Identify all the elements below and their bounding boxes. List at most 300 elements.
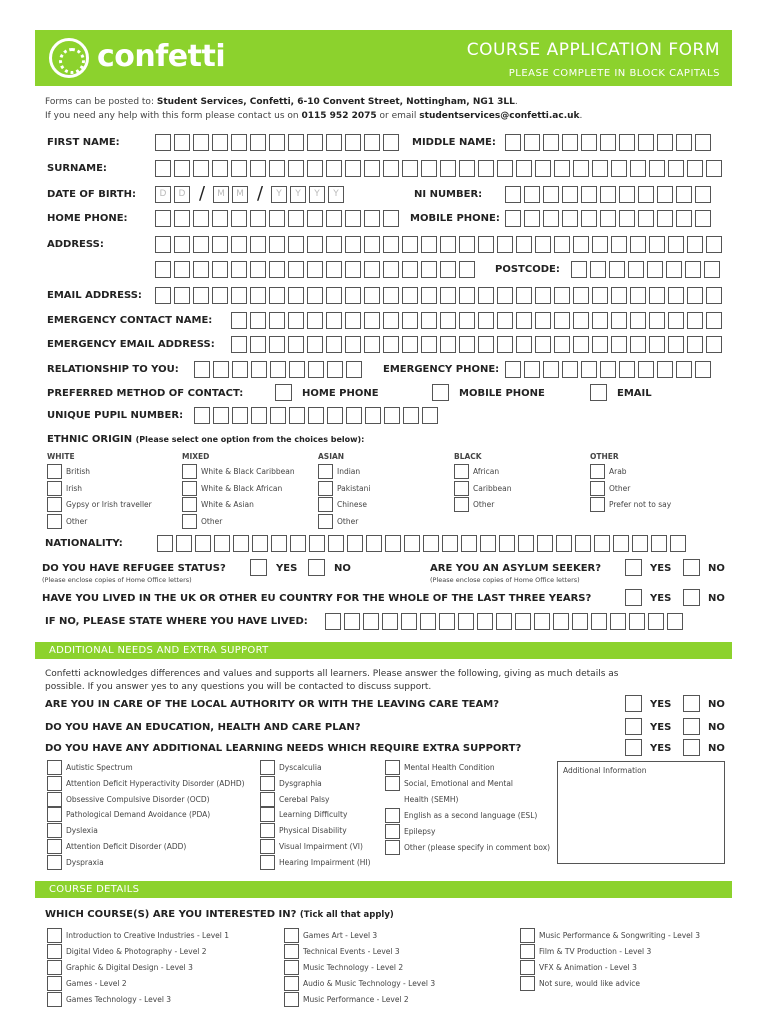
- char-box[interactable]: [288, 261, 304, 278]
- ethnic-option-checkbox[interactable]: [590, 464, 605, 479]
- contact-mobile-checkbox[interactable]: [432, 384, 449, 401]
- char-box[interactable]: [383, 236, 399, 253]
- char-box[interactable]: [666, 261, 682, 278]
- emergency-email-field[interactable]: [231, 336, 722, 353]
- char-box[interactable]: [251, 407, 267, 424]
- char-box[interactable]: [307, 287, 323, 304]
- char-box[interactable]: [706, 336, 722, 353]
- dob-month-box[interactable]: M: [232, 186, 248, 203]
- char-box[interactable]: [687, 287, 703, 304]
- char-box[interactable]: [385, 535, 401, 552]
- char-box[interactable]: [706, 312, 722, 329]
- char-box[interactable]: [553, 613, 569, 630]
- char-box[interactable]: [543, 134, 559, 151]
- char-box[interactable]: [325, 613, 341, 630]
- char-box[interactable]: [194, 361, 210, 378]
- char-box[interactable]: [651, 535, 667, 552]
- char-box[interactable]: [174, 160, 190, 177]
- char-box[interactable]: [516, 287, 532, 304]
- char-box[interactable]: [668, 287, 684, 304]
- char-box[interactable]: [554, 336, 570, 353]
- ethnic-option-checkbox[interactable]: [454, 481, 469, 496]
- char-box[interactable]: [556, 535, 572, 552]
- char-box[interactable]: [155, 261, 171, 278]
- char-box[interactable]: [213, 361, 229, 378]
- char-box[interactable]: [231, 134, 247, 151]
- char-box[interactable]: [251, 361, 267, 378]
- ethnic-option-checkbox[interactable]: [182, 481, 197, 496]
- char-box[interactable]: [421, 236, 437, 253]
- char-box[interactable]: [269, 261, 285, 278]
- need-option-checkbox[interactable]: [47, 823, 62, 838]
- need-option-checkbox[interactable]: [260, 823, 275, 838]
- mobile-phone-field[interactable]: [505, 210, 711, 227]
- char-box[interactable]: [478, 336, 494, 353]
- char-box[interactable]: [231, 261, 247, 278]
- char-box[interactable]: [706, 236, 722, 253]
- asylum-yes-checkbox[interactable]: [625, 559, 642, 576]
- char-box[interactable]: [402, 261, 418, 278]
- char-box[interactable]: [535, 336, 551, 353]
- char-box[interactable]: [421, 312, 437, 329]
- course-option-checkbox[interactable]: [284, 992, 299, 1007]
- char-box[interactable]: [250, 312, 266, 329]
- char-box[interactable]: [307, 336, 323, 353]
- char-box[interactable]: [383, 287, 399, 304]
- char-box[interactable]: [649, 287, 665, 304]
- char-box[interactable]: [687, 160, 703, 177]
- char-box[interactable]: [289, 407, 305, 424]
- ethnic-option-checkbox[interactable]: [47, 481, 62, 496]
- care-no-checkbox[interactable]: [683, 695, 700, 712]
- char-box[interactable]: [480, 535, 496, 552]
- char-box[interactable]: [383, 160, 399, 177]
- char-box[interactable]: [638, 134, 654, 151]
- char-box[interactable]: [250, 261, 266, 278]
- char-box[interactable]: [571, 261, 587, 278]
- char-box[interactable]: [231, 210, 247, 227]
- char-box[interactable]: [366, 535, 382, 552]
- char-box[interactable]: [516, 160, 532, 177]
- char-box[interactable]: [478, 312, 494, 329]
- char-box[interactable]: [364, 312, 380, 329]
- char-box[interactable]: [543, 210, 559, 227]
- char-box[interactable]: [619, 186, 635, 203]
- char-box[interactable]: [289, 361, 305, 378]
- need-option-checkbox[interactable]: [260, 776, 275, 791]
- char-box[interactable]: [326, 134, 342, 151]
- char-box[interactable]: [308, 407, 324, 424]
- lived-uk-no-checkbox[interactable]: [683, 589, 700, 606]
- char-box[interactable]: [231, 287, 247, 304]
- care-yes-checkbox[interactable]: [625, 695, 642, 712]
- course-option-checkbox[interactable]: [520, 944, 535, 959]
- char-box[interactable]: [345, 134, 361, 151]
- char-box[interactable]: [632, 535, 648, 552]
- asylum-no-checkbox[interactable]: [683, 559, 700, 576]
- char-box[interactable]: [581, 134, 597, 151]
- char-box[interactable]: [250, 236, 266, 253]
- address-line-1-field[interactable]: [155, 236, 722, 253]
- char-box[interactable]: [648, 613, 664, 630]
- char-box[interactable]: [250, 210, 266, 227]
- char-box[interactable]: [421, 160, 437, 177]
- char-box[interactable]: [214, 535, 230, 552]
- char-box[interactable]: [613, 535, 629, 552]
- char-box[interactable]: [383, 261, 399, 278]
- char-box[interactable]: [364, 287, 380, 304]
- char-box[interactable]: [459, 336, 475, 353]
- char-box[interactable]: [592, 312, 608, 329]
- char-box[interactable]: [619, 361, 635, 378]
- char-box[interactable]: [250, 160, 266, 177]
- char-box[interactable]: [193, 236, 209, 253]
- char-box[interactable]: [345, 287, 361, 304]
- char-box[interactable]: [212, 210, 228, 227]
- char-box[interactable]: [309, 535, 325, 552]
- char-box[interactable]: [668, 312, 684, 329]
- dob-day-box[interactable]: D: [155, 186, 171, 203]
- need-option-checkbox[interactable]: [260, 839, 275, 854]
- char-box[interactable]: [554, 287, 570, 304]
- char-box[interactable]: [269, 210, 285, 227]
- char-box[interactable]: [629, 613, 645, 630]
- char-box[interactable]: [155, 160, 171, 177]
- ethnic-option-checkbox[interactable]: [318, 481, 333, 496]
- char-box[interactable]: [649, 312, 665, 329]
- char-box[interactable]: [364, 336, 380, 353]
- char-box[interactable]: [459, 312, 475, 329]
- char-box[interactable]: [174, 236, 190, 253]
- char-box[interactable]: [600, 361, 616, 378]
- char-box[interactable]: [611, 312, 627, 329]
- char-box[interactable]: [345, 261, 361, 278]
- char-box[interactable]: [194, 407, 210, 424]
- char-box[interactable]: [537, 535, 553, 552]
- char-box[interactable]: [383, 134, 399, 151]
- need-option-checkbox[interactable]: [385, 840, 400, 855]
- char-box[interactable]: [345, 312, 361, 329]
- char-box[interactable]: [497, 160, 513, 177]
- char-box[interactable]: [685, 261, 701, 278]
- email-field[interactable]: [155, 287, 722, 304]
- ethnic-option-checkbox[interactable]: [47, 464, 62, 479]
- char-box[interactable]: [193, 210, 209, 227]
- char-box[interactable]: [706, 160, 722, 177]
- char-box[interactable]: [687, 312, 703, 329]
- char-box[interactable]: [581, 186, 597, 203]
- char-box[interactable]: [687, 336, 703, 353]
- char-box[interactable]: [364, 210, 380, 227]
- char-box[interactable]: [594, 535, 610, 552]
- ethnic-option-checkbox[interactable]: [318, 497, 333, 512]
- postcode-field[interactable]: [571, 261, 720, 278]
- emergency-contact-field[interactable]: [231, 312, 722, 329]
- need-option-checkbox[interactable]: [47, 839, 62, 854]
- char-box[interactable]: [695, 186, 711, 203]
- char-box[interactable]: [155, 236, 171, 253]
- char-box[interactable]: [345, 210, 361, 227]
- char-box[interactable]: [157, 535, 173, 552]
- char-box[interactable]: [404, 535, 420, 552]
- char-box[interactable]: [647, 261, 663, 278]
- char-box[interactable]: [212, 134, 228, 151]
- char-box[interactable]: [402, 312, 418, 329]
- need-option-checkbox[interactable]: [47, 792, 62, 807]
- char-box[interactable]: [496, 613, 512, 630]
- ethnic-option-checkbox[interactable]: [182, 514, 197, 529]
- char-box[interactable]: [657, 186, 673, 203]
- char-box[interactable]: [231, 160, 247, 177]
- char-box[interactable]: [442, 535, 458, 552]
- course-option-checkbox[interactable]: [284, 960, 299, 975]
- char-box[interactable]: [590, 261, 606, 278]
- char-box[interactable]: [600, 186, 616, 203]
- char-box[interactable]: [459, 261, 475, 278]
- char-box[interactable]: [610, 613, 626, 630]
- char-box[interactable]: [524, 361, 540, 378]
- char-box[interactable]: [630, 336, 646, 353]
- char-box[interactable]: [212, 160, 228, 177]
- char-box[interactable]: [193, 287, 209, 304]
- char-box[interactable]: [611, 236, 627, 253]
- char-box[interactable]: [609, 261, 625, 278]
- char-box[interactable]: [270, 407, 286, 424]
- char-box[interactable]: [402, 236, 418, 253]
- dob-year-box[interactable]: Y: [309, 186, 325, 203]
- char-box[interactable]: [497, 287, 513, 304]
- char-box[interactable]: [676, 210, 692, 227]
- char-box[interactable]: [270, 361, 286, 378]
- char-box[interactable]: [420, 613, 436, 630]
- char-box[interactable]: [573, 336, 589, 353]
- char-box[interactable]: [592, 287, 608, 304]
- char-box[interactable]: [477, 613, 493, 630]
- char-box[interactable]: [269, 287, 285, 304]
- char-box[interactable]: [250, 336, 266, 353]
- char-box[interactable]: [308, 361, 324, 378]
- ethnic-option-checkbox[interactable]: [454, 497, 469, 512]
- char-box[interactable]: [363, 613, 379, 630]
- need-option-checkbox[interactable]: [47, 855, 62, 870]
- need-option-checkbox[interactable]: [260, 760, 275, 775]
- char-box[interactable]: [288, 210, 304, 227]
- char-box[interactable]: [231, 312, 247, 329]
- char-box[interactable]: [307, 134, 323, 151]
- char-box[interactable]: [176, 535, 192, 552]
- char-box[interactable]: [232, 361, 248, 378]
- char-box[interactable]: [193, 261, 209, 278]
- char-box[interactable]: [554, 160, 570, 177]
- char-box[interactable]: [326, 236, 342, 253]
- course-option-checkbox[interactable]: [284, 976, 299, 991]
- char-box[interactable]: [345, 236, 361, 253]
- char-box[interactable]: [676, 186, 692, 203]
- char-box[interactable]: [288, 236, 304, 253]
- char-box[interactable]: [364, 134, 380, 151]
- ethnic-option-checkbox[interactable]: [318, 464, 333, 479]
- char-box[interactable]: [630, 160, 646, 177]
- char-box[interactable]: [543, 361, 559, 378]
- ethnic-option-checkbox[interactable]: [47, 514, 62, 529]
- char-box[interactable]: [573, 236, 589, 253]
- char-box[interactable]: [288, 336, 304, 353]
- dob-year-box[interactable]: Y: [271, 186, 287, 203]
- refugee-no-checkbox[interactable]: [308, 559, 325, 576]
- char-box[interactable]: [505, 210, 521, 227]
- char-box[interactable]: [364, 160, 380, 177]
- char-box[interactable]: [638, 210, 654, 227]
- char-box[interactable]: [231, 236, 247, 253]
- char-box[interactable]: [233, 535, 249, 552]
- char-box[interactable]: [554, 236, 570, 253]
- char-box[interactable]: [518, 535, 534, 552]
- char-box[interactable]: [524, 186, 540, 203]
- char-box[interactable]: [505, 186, 521, 203]
- char-box[interactable]: [628, 261, 644, 278]
- home-phone-field[interactable]: [155, 210, 399, 227]
- char-box[interactable]: [421, 261, 437, 278]
- char-box[interactable]: [422, 407, 438, 424]
- char-box[interactable]: [562, 134, 578, 151]
- char-box[interactable]: [478, 236, 494, 253]
- char-box[interactable]: [421, 336, 437, 353]
- char-box[interactable]: [288, 287, 304, 304]
- char-box[interactable]: [638, 361, 654, 378]
- char-box[interactable]: [704, 261, 720, 278]
- char-box[interactable]: [505, 361, 521, 378]
- char-box[interactable]: [307, 160, 323, 177]
- char-box[interactable]: [534, 613, 550, 630]
- char-box[interactable]: [288, 160, 304, 177]
- char-box[interactable]: [307, 312, 323, 329]
- char-box[interactable]: [695, 134, 711, 151]
- char-box[interactable]: [423, 535, 439, 552]
- char-box[interactable]: [174, 261, 190, 278]
- char-box[interactable]: [630, 287, 646, 304]
- char-box[interactable]: [326, 336, 342, 353]
- char-box[interactable]: [554, 312, 570, 329]
- char-box[interactable]: [572, 613, 588, 630]
- char-box[interactable]: [478, 160, 494, 177]
- char-box[interactable]: [307, 236, 323, 253]
- char-box[interactable]: [505, 134, 521, 151]
- ethnic-option-checkbox[interactable]: [182, 464, 197, 479]
- need-option-checkbox[interactable]: [47, 760, 62, 775]
- char-box[interactable]: [611, 160, 627, 177]
- contact-home-checkbox[interactable]: [275, 384, 292, 401]
- need-option-checkbox[interactable]: [47, 776, 62, 791]
- char-box[interactable]: [524, 210, 540, 227]
- dob-month-box[interactable]: M: [213, 186, 229, 203]
- middle-name-field[interactable]: [505, 134, 711, 151]
- char-box[interactable]: [657, 210, 673, 227]
- need-option-checkbox[interactable]: [47, 807, 62, 822]
- char-box[interactable]: [638, 186, 654, 203]
- char-box[interactable]: [657, 134, 673, 151]
- char-box[interactable]: [657, 361, 673, 378]
- char-box[interactable]: [440, 287, 456, 304]
- char-box[interactable]: [155, 210, 171, 227]
- char-box[interactable]: [667, 613, 683, 630]
- char-box[interactable]: [611, 287, 627, 304]
- char-box[interactable]: [327, 407, 343, 424]
- char-box[interactable]: [402, 287, 418, 304]
- char-box[interactable]: [535, 312, 551, 329]
- additional-info-box[interactable]: [557, 761, 725, 864]
- char-box[interactable]: [365, 407, 381, 424]
- dob-year-box[interactable]: Y: [290, 186, 306, 203]
- ethnic-option-checkbox[interactable]: [182, 497, 197, 512]
- course-option-checkbox[interactable]: [284, 928, 299, 943]
- char-box[interactable]: [193, 134, 209, 151]
- char-box[interactable]: [402, 336, 418, 353]
- char-box[interactable]: [307, 210, 323, 227]
- char-box[interactable]: [195, 535, 211, 552]
- need-option-checkbox[interactable]: [385, 760, 400, 775]
- char-box[interactable]: [668, 236, 684, 253]
- char-box[interactable]: [535, 287, 551, 304]
- char-box[interactable]: [581, 210, 597, 227]
- char-box[interactable]: [497, 336, 513, 353]
- ethnic-option-checkbox[interactable]: [590, 481, 605, 496]
- char-box[interactable]: [326, 312, 342, 329]
- char-box[interactable]: [346, 361, 362, 378]
- char-box[interactable]: [581, 361, 597, 378]
- char-box[interactable]: [212, 236, 228, 253]
- char-box[interactable]: [383, 210, 399, 227]
- char-box[interactable]: [174, 287, 190, 304]
- char-box[interactable]: [670, 535, 686, 552]
- course-option-checkbox[interactable]: [47, 976, 62, 991]
- need-option-checkbox[interactable]: [385, 776, 400, 791]
- char-box[interactable]: [403, 407, 419, 424]
- ehcp-no-checkbox[interactable]: [683, 718, 700, 735]
- char-box[interactable]: [592, 160, 608, 177]
- char-box[interactable]: [516, 236, 532, 253]
- char-box[interactable]: [212, 261, 228, 278]
- char-box[interactable]: [269, 134, 285, 151]
- char-box[interactable]: [458, 613, 474, 630]
- char-box[interactable]: [459, 287, 475, 304]
- first-name-field[interactable]: [155, 134, 399, 151]
- char-box[interactable]: [155, 287, 171, 304]
- char-box[interactable]: [562, 210, 578, 227]
- char-box[interactable]: [269, 312, 285, 329]
- char-box[interactable]: [346, 407, 362, 424]
- char-box[interactable]: [383, 336, 399, 353]
- course-option-checkbox[interactable]: [47, 960, 62, 975]
- char-box[interactable]: [271, 535, 287, 552]
- char-box[interactable]: [212, 287, 228, 304]
- char-box[interactable]: [619, 210, 635, 227]
- char-box[interactable]: [695, 210, 711, 227]
- char-box[interactable]: [600, 210, 616, 227]
- char-box[interactable]: [668, 160, 684, 177]
- char-box[interactable]: [383, 312, 399, 329]
- char-box[interactable]: [439, 613, 455, 630]
- char-box[interactable]: [459, 236, 475, 253]
- char-box[interactable]: [649, 336, 665, 353]
- char-box[interactable]: [611, 336, 627, 353]
- ethnic-option-checkbox[interactable]: [318, 514, 333, 529]
- char-box[interactable]: [649, 236, 665, 253]
- char-box[interactable]: [269, 236, 285, 253]
- char-box[interactable]: [535, 236, 551, 253]
- char-box[interactable]: [676, 361, 692, 378]
- char-box[interactable]: [440, 160, 456, 177]
- char-box[interactable]: [193, 160, 209, 177]
